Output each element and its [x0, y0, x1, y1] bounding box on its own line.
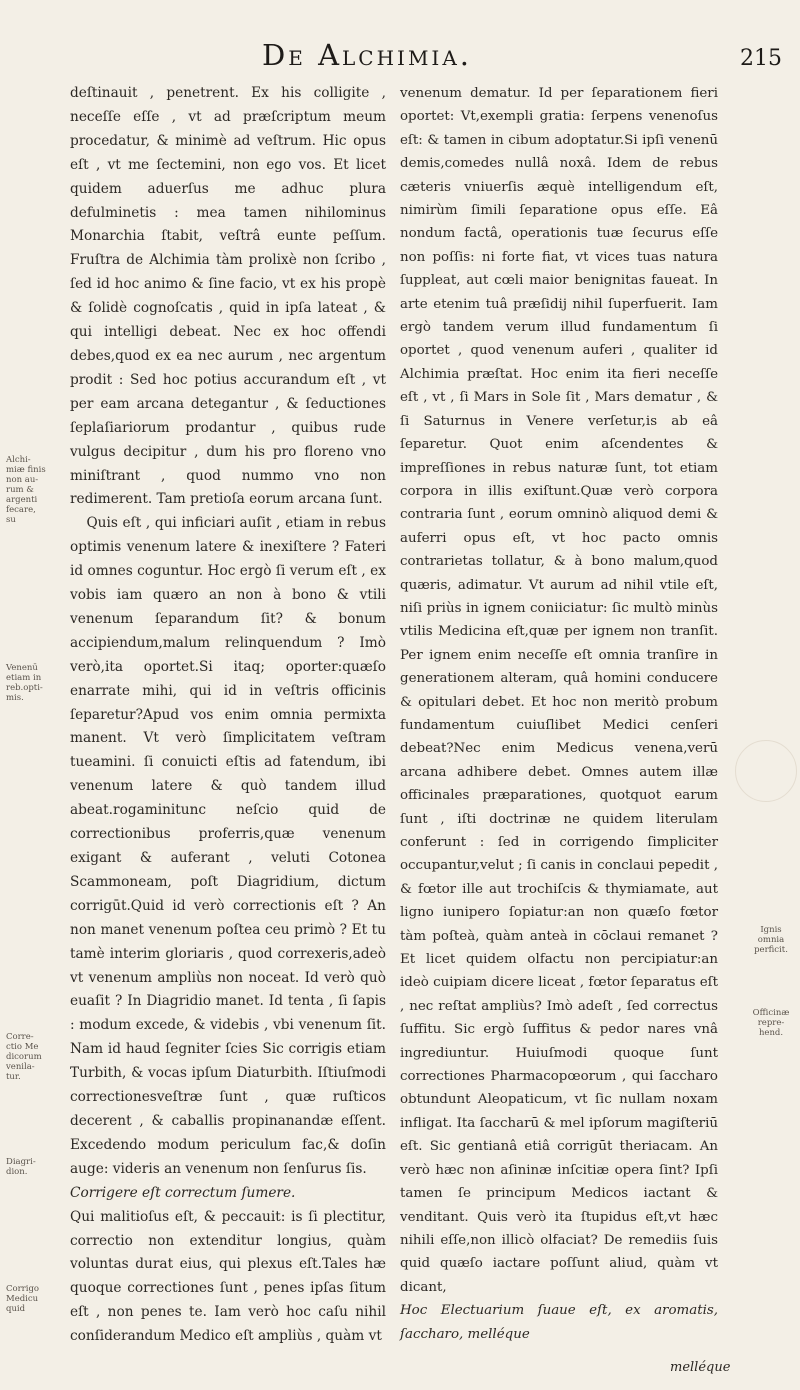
left-italic-phrase: [70, 1182, 386, 1206]
left-closing-paragraph: Qui malitioſus eſt, & peccauit: is ſi plectitur, correctio non extenditur longius, quàm voluntas durat eius, qui plexus eſt.Tales hæ quoque correctiones ſunt , penes ipſas ſitum eſt , non penes te. Iam verò hoc caſu nihil conſiderandum Medico eſt ampliùs , quàm vt: [70, 1208, 386, 1345]
running-head: De Alchimia.: [262, 38, 472, 72]
right-paragraph-1: venenum dematur. Id per ſeparationem fieri oportet: Vt,exempli gratia: ſerpens venenoſus eſt: & tamen in cibum adoptatur.Si ipſi venenū demis,comedes nullâ noxâ. Idem de rebus cæteris vniuerſis æquè intelligendum eſt, nimirùm ſimili ſeparatione opus eſſe. Eâ nondum factâ, operationis tuæ ſecurus eſſe non poſſis: ni forte fiat, vt vices tuas natura ſuppleat, aut cœli maior benignitas faueat. In arte etenim tuâ præſidij nihil ſuperfuerit. Iam ergò tandem verum illud fundamentum ſi oportet , quod venenum auferi , qualiter id Alchimia præſtat. Hoc enim ita fieri neceſſe eſt , vt , ſi Mars in Sole ſit , Mars dematur , & ſi Saturnus in Venere verſetur,is ab eâ ſeparetur. Quot enim aſcendentes & impreſſiones in rebus naturæ ſunt, tot etiam corpora in illis exiſtunt.Quæ verò corpora contraria ſunt , eorum omninò aliquod demi & auferri opus eſt, vt hoc pacto omnis contrarietas tollatur, & à bono malum,quod quæris, adimatur. Vt aurum ad nihil vtile eſt, niſi priùs in ignem coniiciatur: ſic multò minùs vtilis Medicina eſt,quæ per ignem non tranſit. Per ignem enim neceſſe eſt omnia tranſire in generationem alteram, quâ homini conducere & opitulari debet. Et hoc non meritò probum fundamentum cuiuſlibet Medici cenſeri debeat?Nec enim Medicus venena,verū arcana adhibere debet. Omnes autem illæ officinales præparationes, quotquot earum ſunt , iſti doctrinæ ne quidem literulam conferunt : ſed in corrigendo ſimpliciter occupantur,velut ; ſi canis in conclaui pepedit , & fœtor ille aut trochiſcis & thymiamate, aut ligno iunipero ſopiatur:an non quæſo fœtor tàm poſteà, quàm anteà in cōclaui remanet ? Et licet quidem olfactu non percipiatur:an ideò cuipiam dicere liceat , fœtor ſeparatus eſt , nec reſtat ampliùs? Imò adeſt , ſed correctus ſuffitu. Sic ergò ſuffitus & pedor nares vnâ ingrediuntur. Huiuſmodi quoque ſunt correctiones Pharmacopœorum , qui ſaccharo obtundunt Aleopaticum, vt ſic nullam noxam infligat. Ita ſaccharū & mel ipſorum magiſteriū eſt. Sic gentianâ etiâ corrigūt theriacam. An verò hæc non aſininæ inſcitiæ opera ſint? Ipſi tamen ſe principum Medicos iactant & venditant. Quis verò ita ſtupidus eſt,vt hæc nihili eſſe,non illicò olfaciat? De remediis ſuis quid quæſo iactare poſſunt aliud, quàm vt dicant,: [400, 86, 718, 1295]
margin-note-left-1: Alchi- miæ finis non au- rum & argenti fecare, su: [6, 455, 46, 525]
right-italic-text: Hoc Electuarium ſuaue eſt, ex aromatis, ſaccharo, melléque: [400, 1303, 718, 1342]
margin-note-right-2: Officinæ repre- hend.: [752, 1008, 790, 1038]
right-italic-phrase: [400, 1299, 718, 1346]
left-italic-text: Corrigere eſt correctum ſumere.: [70, 1184, 296, 1201]
catchword: melléque: [670, 1360, 731, 1375]
margin-note-right-1: Ignis omnia perficit.: [754, 925, 788, 955]
left-paragraph-1: deſtinauit , penetrent. Ex his colligite , neceſſe eſſe , vt ad præſcriptum meum procedatur, & minimè ad veſtrum. Hic opus eſt , vt me ſectemini, non ego vos. Et licet quidem aduerſus me adhuc plura defulminetis : mea tamen nihilominus Monarchia ſtabit, veſtrâ eunte peſſum. Fruſtra de Alchimia tàm prolixè non ſcribo , ſed id hoc animo & ſine facio, vt ex his propè & ſolidè cognoſcatis , quid in ipſa lateat , & qui intelligi debeat. Nec ex hoc offendi debes,quod ex ea nec aurum , nec argentum prodit : Sed hoc potius accurandum eſt , vt per eam arcana detegantur , & ſeductiones ſeplaſiariorum prodantur , quibus rude vulgus decipitur , dum his pro floreno vno miniſtrant , quod nummo vno non redimerent. Tam pretioſa eorum arcana ſunt.: [70, 85, 386, 508]
margin-note-left-5: Corrigo Medicu quid: [6, 1284, 40, 1314]
right-column: [400, 82, 718, 1346]
page-number: 215: [740, 46, 782, 71]
margin-note-left-2: Venenū etiam in reb.opti- mis.: [6, 663, 43, 703]
paper-stain: [735, 740, 797, 802]
margin-note-left-3: Corre- ctio Me dicorum venila- tur.: [6, 1032, 42, 1082]
left-column: [70, 82, 386, 1349]
page-header: [0, 38, 800, 78]
left-paragraph-2: Quis eſt , qui inficiari auſit , etiam in rebus optimis venenum latere & inexiſtere ? Fateri id omnes coguntur. Hoc ergò ſi verum eſt , ex vobis iam quæro an non à bono & vtili venenum ſeparandum ſit? & bonum accipiendum,malum relinquendum ? Imò verò,ita oportet.Si itaq; oporter:quæſo enarrate mihi, qui id in veſtris officinis ſeparetur?Apud vos enim omnia permixta manent. Vt verò ſimplicitatem veſtram tueamini. ſi conuicti eſtis ad fatendum, ibi venenum latere & quò tandem illud abeat.rogaminitunc neſcio quid de correctionibus proferris,quæ venenum exigant & auferant , veluti Cotonea Scammoneam, poſt Diagridium, dictum corrigūt.Quid id verò correctionis eſt ? An non manet venenum poſtea ceu primò ? Et tu tamè interim gloriaris , quod correxeris,adeò vt venenum ampliùs non noceat. Id verò quò euaſit ? In Diagridio manet. Id tenta , ſi ſapis : modum excede, & videbis , vbi venenum ſit. Nam id haud ſegniter ſcies Sic corrigis etiam Turbith, & vocas ipſum Diaturbith. Iſtiuſmodi correctionesveſtræ ſunt , quæ ruſticos decerent , & caballis propinanandæ eſſent. Excedendo modum periculum fac,& doſin auge: videris an venenum non ſenſurus ſis.: [70, 515, 386, 1177]
margin-note-left-4: Diagri- dion.: [6, 1157, 36, 1177]
